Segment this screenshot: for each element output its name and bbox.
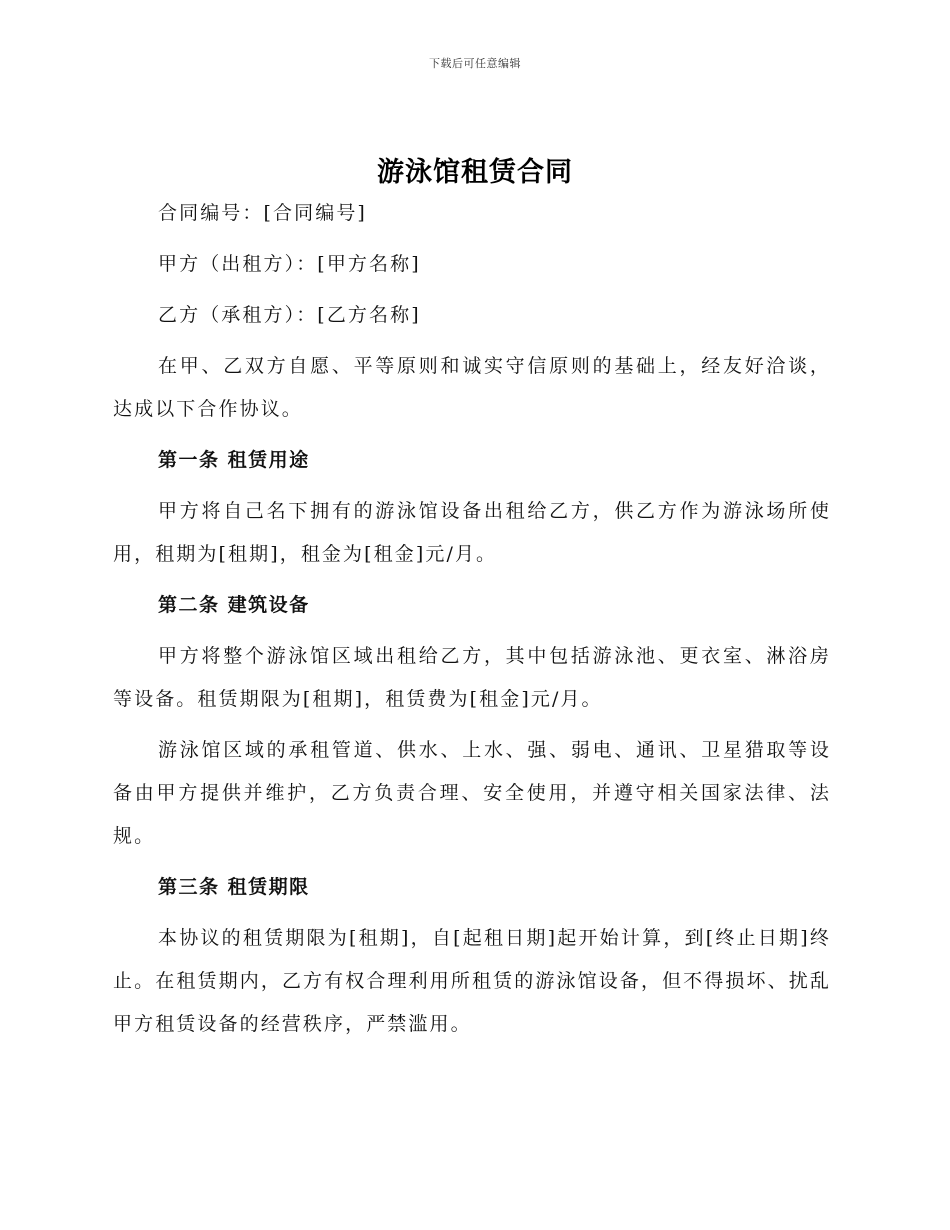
- article-1-heading: 第一条 租赁用途: [158, 449, 310, 471]
- preamble-paragraph: 在甲、乙双方自愿、平等原则和诚实守信原则的基础上，经友好洽谈，达成以下合作协议。: [113, 355, 831, 420]
- header-note: 下载后可任意编辑: [429, 57, 521, 70]
- document-title: 游泳馆租赁合同: [377, 157, 573, 188]
- article-2-paragraph-2: 游泳馆区域的承租管道、供水、上水、强、弱电、通讯、卫星猎取等设备由甲方提供并维护，乙方负责合理、安全使用，并遵守相关国家法律、法规。: [113, 739, 831, 847]
- party-b-line: 乙方（承租方）：[乙方名称]: [158, 304, 421, 326]
- article-1-paragraph: 甲方将自己名下拥有的游泳馆设备出租给乙方，供乙方作为游泳场所使用，租期为[租期]，租金为[租金]元/月。: [113, 500, 831, 565]
- contract-number-line: 合同编号：[合同编号]: [158, 202, 367, 224]
- article-2-heading: 第二条 建筑设备: [158, 594, 310, 616]
- article-3-heading: 第三条 租赁期限: [158, 876, 310, 898]
- article-2-paragraph-1: 甲方将整个游泳馆区域出租给乙方，其中包括游泳池、更衣室、淋浴房等设备。租赁期限为[租期]，租赁费为[租金]元/月。: [113, 645, 831, 710]
- party-a-line: 甲方（出租方）：[甲方名称]: [158, 253, 421, 275]
- document-body: [113, 192, 831, 1054]
- article-3-paragraph: 本协议的租赁期限为[租期]，自[起租日期]起开始计算，到[终止日期]终止。在租赁期内，乙方有权合理利用所租赁的游泳馆设备，但不得损坏、扰乱甲方租赁设备的经营秩序，严禁滥用。: [113, 927, 831, 1035]
